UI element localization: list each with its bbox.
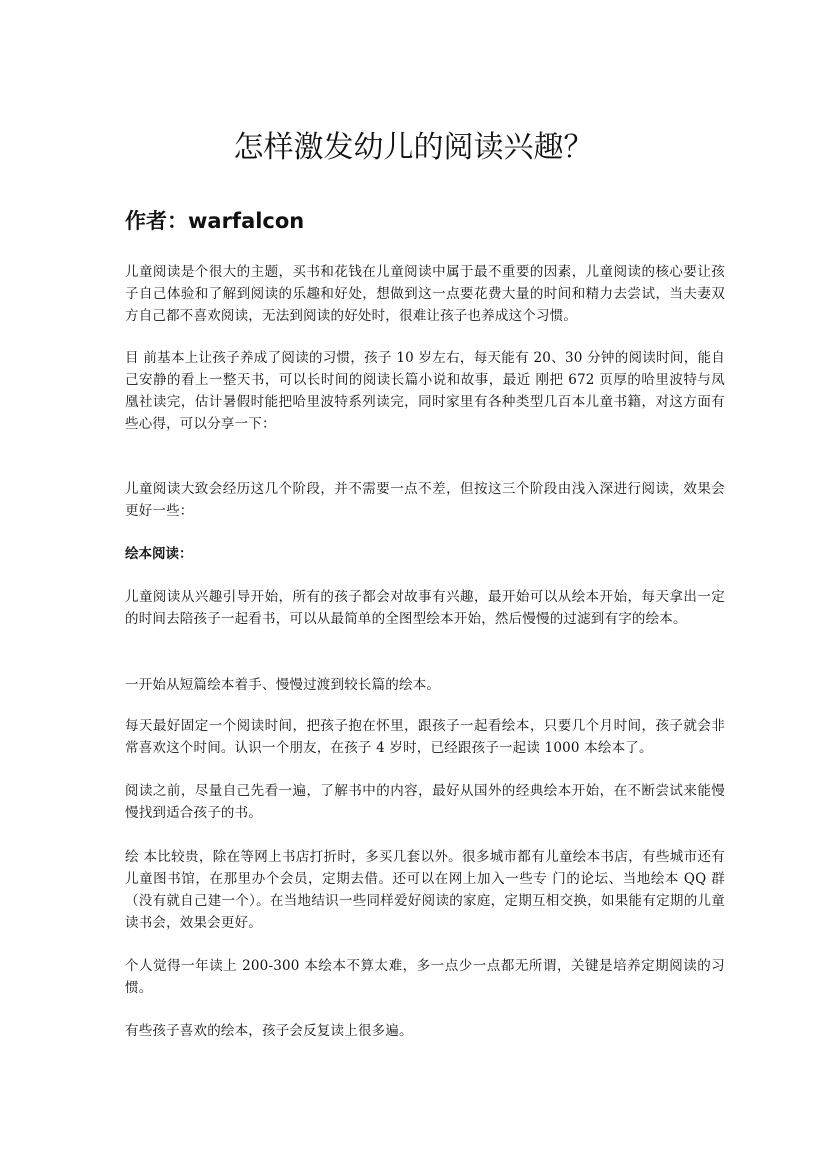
document-title: 怎样激发幼儿的阅读兴趣？ — [233, 130, 594, 165]
paragraph-preview: 阅读之前，尽量自己先看一遍，了解书中的内容，最好从国外的经典绘本开始，在不断尝试来能慢慢找到适合孩子的书。 — [125, 783, 725, 821]
author-line: 作者：warfalcon — [125, 209, 305, 233]
paragraph-short-books: 一开始从短篇绘本着手、慢慢过渡到较长篇的绘本。 — [125, 677, 441, 693]
paragraph-interest: 儿童阅读从兴趣引导开始，所有的孩子都会对故事有兴趣，最开始可以从绘本开始，每天拿出一定的时间去陪孩子一起看书，可以从最简单的全图型绘本开始，然后慢慢的过滤到有字的绘本。 — [125, 589, 725, 627]
paragraph-resources: 绘 本比较贵，除在等网上书店打折时，多买几套以外。很多城市都有儿童绘本书店，有些城市还有儿童图书馆，在那里办个会员，定期去借。还可以在网上加入一些专 门的论坛、当地绘本 QQ 群（没有就自己建一个）。在当地结识一些同样爱好阅读的家庭，定期互相交换，如果能有定期的儿童读书会，效果会更好。 — [125, 849, 725, 931]
paragraph-stages: 儿童阅读大致会经历这几个阶段，并不需要一点不差，但按这三个阶段由浅入深进行阅读，效果会更好一些： — [125, 481, 725, 519]
section-heading-picture-books: 绘本阅读： — [125, 546, 193, 562]
paragraph-intro: 儿童阅读是个很大的主题，买书和花钱在儿童阅读中属于最不重要的因素，儿童阅读的核心要让孩子自己体验和了解到阅读的乐趣和好处，想做到这一点要花费大量的时间和精力去尝试，当夫妻双方自己都不喜欢阅读，无法到阅读的好处时，很难让孩子也养成这个习惯。 — [125, 264, 725, 324]
paragraph-repeat: 有些孩子喜欢的绘本，孩子会反复读上很多遍。 — [125, 1023, 413, 1039]
paragraph-yearly-goal: 个人觉得一年读上 200-300 本绘本不算太难，多一点少一点都无所谓，关键是培养定期阅读的习惯。 — [125, 958, 725, 996]
paragraph-reading-time: 每天最好固定一个阅读时间，把孩子抱在怀里，跟孩子一起看绘本，只要几个月时间，孩子就会非常喜欢这个时间。认识一个朋友，在孩子 4 岁时，已经跟孩子一起读 1000 本绘本了。 — [125, 718, 725, 756]
paragraph-experience: 目 前基本上让孩子养成了阅读的习惯，孩子 10 岁左右，每天能有 20、30 分钟的阅读时间，能自己安静的看上一整天书，可以长时间的阅读长篇小说和故事，最近 刚把 672 页厚的哈里波特与凤凰社读完，估计暑假时能把哈里波特系列读完，同时家里有各种类型几百本儿童书籍，对这方面有些心得，可以分享一下： — [125, 350, 725, 432]
